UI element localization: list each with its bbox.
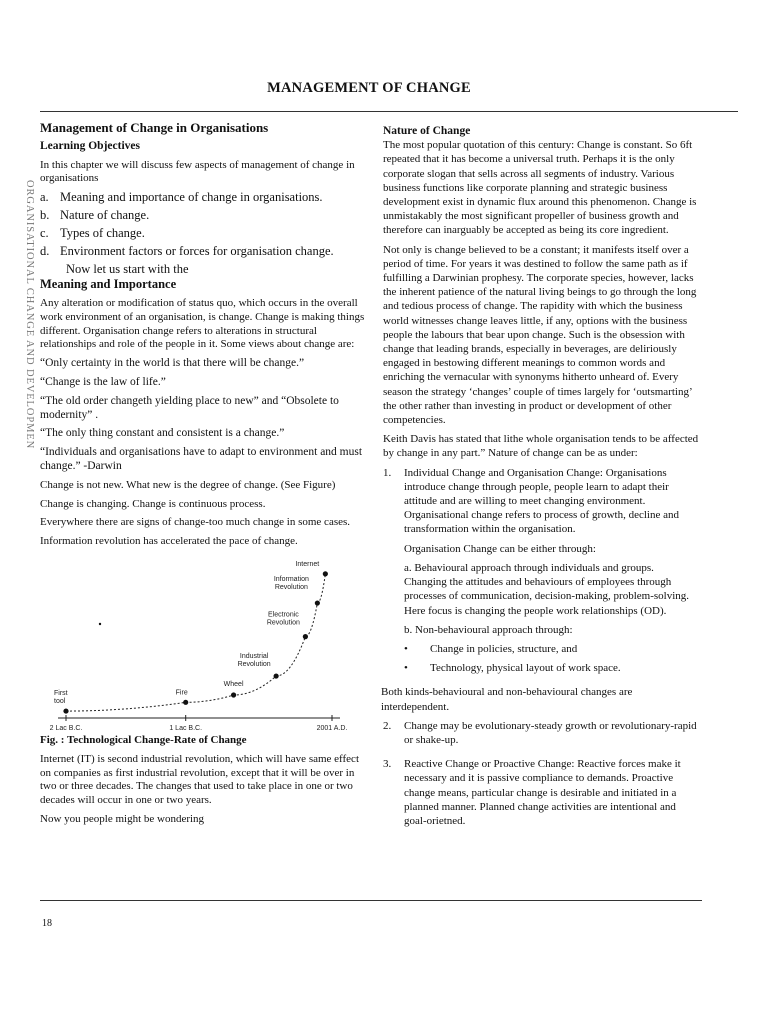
- left-column: [40, 121, 366, 832]
- list-number: 1.: [383, 466, 392, 479]
- data-point: [274, 673, 279, 678]
- rate-of-change-curve: [66, 574, 325, 711]
- quote: “Only certainty in the world is that there will be change.”: [40, 357, 305, 370]
- stray-dot: [99, 623, 101, 625]
- nature-list-continued: [383, 719, 699, 833]
- meaning-heading: Meaning and Importance: [40, 277, 177, 292]
- objective-item: [40, 242, 366, 260]
- objective-letter: b.: [40, 208, 50, 223]
- point-label: Industrial Revolution: [237, 652, 271, 668]
- objectives-heading: Learning Objectives: [40, 139, 140, 152]
- figure-caption: Fig. : Technological Change-Rate of Change: [40, 733, 247, 746]
- data-point: [315, 600, 320, 605]
- chart-svg: [40, 554, 366, 734]
- bullet-item: [404, 642, 699, 656]
- list-number: 3.: [383, 758, 392, 771]
- objective-item: [40, 206, 366, 224]
- list-text: b. Non-behavioural approach through:: [404, 623, 573, 636]
- point-label: First tool: [54, 690, 68, 706]
- nature-list: [383, 466, 699, 681]
- bullet-text: Technology, physical layout of work space.: [430, 662, 621, 675]
- x-tick-label: 2 Lac B.C.: [49, 724, 83, 732]
- list-text: Reactive Change or Proactive Change: Reactive forces make it necessary and it is passive compliance to demands. Proactive change means, particular change is desirable and initiated in a planned manner. Planned change activities are intentional and goal-orietned.: [404, 758, 681, 827]
- footer-rule: [40, 900, 702, 901]
- quote: “The old order changeth yielding place to new” and “Obsolete to modernity” .: [40, 394, 339, 421]
- start-line: Now let us start with the: [66, 262, 189, 277]
- paragraph: Change is changing. Change is continuous process.: [40, 497, 266, 510]
- data-point: [183, 700, 188, 705]
- paragraph: Change is not new. What new is the degree of change. (See Figure): [40, 478, 336, 491]
- section-title: Management of Change in Organisations: [40, 120, 269, 135]
- bullet-text: Change in policies, structure, and: [430, 642, 578, 655]
- list-item: [383, 719, 699, 752]
- quote: “Change is the law of life.”: [40, 375, 166, 388]
- paragraph: Now you people might be wondering: [40, 812, 205, 825]
- objective-text: Environment factors or forces for organisation change.: [60, 244, 334, 259]
- point-label: Fire: [175, 689, 188, 697]
- paragraph: The most popular quotation of this century: Change is constant. So 6ft repeated that it has become a universal truth. Perhaps it is the only corporate slogan that sells across all segments of industry. Various business functions like corporate planning and strategic business development exist in dynamic flux around this phenomenon. Change is unmistakably the most significant propeller of business growth and therefore can inarguably be accepted as being its core ingredient.: [383, 139, 697, 237]
- objective-text: Nature of change.: [60, 208, 150, 223]
- list-text: Organisation Change can be either through:: [404, 542, 596, 555]
- list-text: a. Behavioural approach through individuals and groups. Changing the attitudes and behaviours of employees through processes of communication, decision-making, problem-solving. Here focus is changing the people work relationships (OD).: [404, 561, 690, 617]
- list-text: Individual Change and Organisation Change: Organisations introduce change through people, people learn to adapt their attitude and are willing to meet changing environment. Organisational change refers to process of growth, decline and transformation within the organisation.: [404, 466, 680, 536]
- paragraph: Information revolution has accelerated the pace of change.: [40, 535, 298, 548]
- list-item: [383, 757, 699, 833]
- paragraph: Everywhere there are signs of change-too much change in some cases.: [40, 516, 351, 529]
- objective-text: Meaning and importance of change in organisations.: [60, 190, 323, 205]
- point-label: Information Revolution: [273, 575, 309, 591]
- data-point: [303, 634, 308, 639]
- objective-item: [40, 188, 366, 206]
- page-number: 18: [42, 918, 52, 929]
- objective-letter: c.: [40, 226, 49, 241]
- list-item: [383, 466, 699, 681]
- bullet-item: [404, 661, 699, 675]
- point-label: Wheel: [223, 680, 244, 688]
- bullet-dot: •: [404, 642, 408, 655]
- meaning-paragraph: Any alteration or modification of status quo, which occurs in the overall work environment of an organisation, is change. Change is making things different. Organisation change refers to alterations in structural relationships and role of the people in it. Some views about change are:: [40, 296, 365, 351]
- data-point: [231, 692, 236, 697]
- data-point: [323, 571, 328, 576]
- data-point: [63, 708, 68, 713]
- x-tick-label: 1 Lac B.C.: [169, 724, 203, 732]
- paragraph: Internet (IT) is second industrial revolution, which will have same effect on companies as first industrial revolution, except that it will be over in two or three decades. The changes that used to take place in one or two decades will occur in one or two years.: [40, 752, 359, 807]
- paragraph: Both kinds-behavioural and non-behavioural changes are interdependent.: [381, 686, 633, 713]
- objectives-intro: In this chapter we will discuss few aspects of management of change in organisations: [40, 158, 355, 185]
- quote: “Individuals and organisations have to adapt to environment and must change.” -Darwin: [40, 446, 363, 472]
- header-rule: [40, 111, 738, 112]
- list-text: Change may be evolutionary-steady growth or revolutionary-rapid or shake-up.: [404, 719, 697, 746]
- nature-heading: Nature of Change: [383, 125, 471, 137]
- paragraph: Keith Davis has stated that lithe whole organisation tends to be affected by change in any part.” Nature of change can be as under:: [383, 433, 699, 460]
- point-label: Electronic Revolution: [266, 611, 300, 627]
- technology-change-figure: [40, 554, 366, 734]
- objective-item: [40, 224, 366, 242]
- objective-letter: d.: [40, 244, 50, 259]
- side-running-title: ORGANISATIONAL CHANGE AND DEVELOPMEN: [24, 180, 35, 450]
- paragraph: Not only is change believed to be a constant; it manifests itself over a period of time. For years it was destined to follow the same path as if fulfilling a Darwinian prophesy. The corporate species, however, lacks the inherent patience of the natural living beings to go through the long and tedious process of change. The rapidity with which the business world witnesses change leaves little, if any, options with the business people the labours that bear upon change. Such is the obsession with change that leading brands, especially in beverages, are deliriously engaged in bestowing different meanings to common words and enriching the vernacular with synonyms hitherto unheard of. Every season the strategy ‘changes’ couple of times largely for ‘outsmarting’ the other rather than investing in product or development of other competencies.: [383, 243, 697, 427]
- quote: “The only thing constant and consistent is a change.”: [40, 427, 285, 440]
- list-number: 2.: [383, 719, 392, 732]
- objectives-list: [40, 188, 366, 260]
- x-tick-label: 2001 A.D.: [316, 724, 348, 732]
- page-title: MANAGEMENT OF CHANGE: [267, 80, 471, 96]
- objective-letter: a.: [40, 190, 49, 205]
- bullet-dot: •: [404, 662, 408, 675]
- right-column: [383, 124, 699, 838]
- point-label: Internet: [295, 560, 320, 568]
- objective-text: Types of change.: [60, 226, 145, 241]
